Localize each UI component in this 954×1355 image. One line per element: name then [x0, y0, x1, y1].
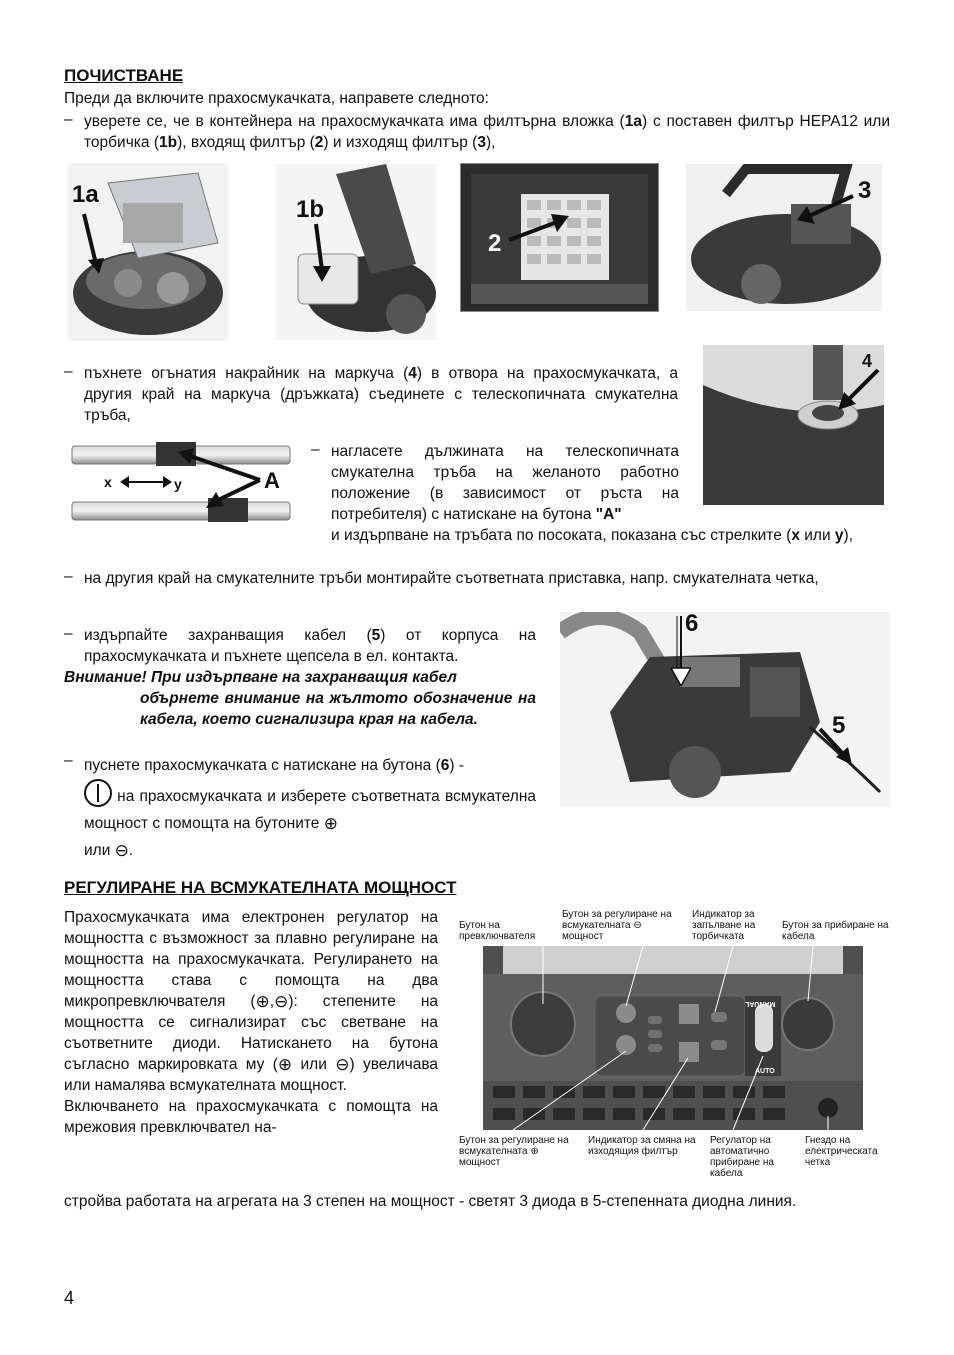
photo-label-5: 5 [832, 712, 846, 739]
plus-symbol-icon: ⊕ [277, 1055, 293, 1074]
minus-symbol-icon: ⊖ [335, 1055, 350, 1074]
arrow-4-icon [836, 366, 882, 412]
photo-label-2: 2 [488, 230, 502, 257]
minus-symbol-icon: ⊖ [274, 992, 289, 1011]
panel-label-manual: MANUAL [745, 1000, 776, 1007]
tube-label-x: x [104, 474, 112, 490]
bullet-telescopic: – нагласете дължината на телескопичната смукателна тръба на желаното работно положение (в зависимост от ръста на потребителя) с натискане на бутона "A" [311, 441, 679, 523]
panel-label-auto: AUTO [755, 1068, 775, 1075]
caption-bag-indicator: Индикатор за запълване на торбичката [692, 909, 756, 942]
photo-label-4: 4 [862, 351, 873, 371]
photo-label-1a: 1a [72, 181, 99, 208]
bullet-cable: – издърпайте захранващия кабел (5) от корпуса на прахосмукачката и пъхнете щепсела в ел. контакта. [64, 625, 536, 665]
arrow-1b-icon [308, 222, 338, 282]
caption-auto-cable-regulator: Регулатор на автоматично прибиране на кабела [710, 1135, 774, 1179]
tube-label-y: y [174, 476, 182, 492]
plus-symbol-icon: ⊕ [323, 814, 338, 833]
tube-label-a: A [264, 468, 280, 493]
bullet-attachment: – на другия край на смукателните тръби монтирайте съответната приставка, напр. смукателната четка, [64, 568, 819, 587]
caption-power-button: Бутон на превключвателя [459, 920, 536, 942]
arrow-5-icon [816, 725, 856, 767]
caption-plus-button: Бутон за регулиране на всмукателната ⊕ мощност [459, 1135, 569, 1168]
caption-cable-button: Бутон за прибиране на кабела [782, 920, 889, 942]
section-heading-suction: РЕГУЛИРАНЕ НА ВСМУКАТЕЛНАТА МОЩНОСТ [64, 878, 457, 897]
photo-outlet-filter [686, 164, 882, 311]
photo-vacuum-cable [560, 612, 890, 807]
suction-paragraph: Прахосмукачката има електронен регулатор на мощността с възможност за плавно регулиране на мощността на прахосмукачката. Регулирането на мощността става с помощта на два микропревключвателя (⊕,⊖): степените на мощността се сигнализират със светване на съответните диоди. Натискането на бутона съгласно маркировката му (⊕ или ⊖) увеличава или намалява всмукателната мощност. Включването на прахосмукачката с помощта на мрежовия превключвател на- [64, 909, 438, 1136]
arrow-2-icon [505, 212, 571, 246]
bullet-filters: – уверете се, че в контейнера на прахосмукачката има филтърна вложка (1a) с поставен филтър HEPA12 или торбичка (1b), входящ филтър (2) и изходящ филтър (3), [64, 111, 890, 151]
arrow-3-icon [795, 192, 857, 226]
warning-lead: Внимание! При издърпване на захранващия кабел [64, 669, 457, 686]
caption-filter-indicator: Индикатор за смяна на изходящия филтър [588, 1135, 696, 1157]
arrow-6-icon [671, 614, 691, 686]
bullet-telescopic-cont: и издърпване на тръбата по посоката, показана със стрелките (x или y), [331, 527, 854, 544]
bullet-power-on: – пуснете прахосмукачката с натискане на бутона (6) - на прахосмукачката и изберете съответната всмукателна мощност с помощта на бутоните ⊕ или ⊖. [64, 752, 536, 862]
photo-control-panel [483, 946, 863, 1130]
warning-rest: обърнете внимание на жълтото обозначение на кабела, което сигнализира края на кабела. [140, 690, 536, 728]
minus-symbol-icon: ⊖ [114, 841, 129, 860]
suction-paragraph-cont: стройва работата на агрегата на 3 степен на мощност - светят 3 диода в 5-степенната диодна линия. [64, 1193, 797, 1210]
arrows-button-a-icon [178, 448, 264, 510]
caption-minus-button: Бутон за регулиране на всмукателната ⊖ мощност [562, 909, 672, 942]
page-number: 4 [64, 1288, 75, 1308]
photo-label-3: 3 [858, 177, 872, 204]
intro-text: Преди да включите прахосмукачката, направете следното: [64, 90, 489, 107]
power-symbol-icon [84, 779, 112, 807]
section-heading-cleaning: ПОЧИСТВАНЕ [64, 66, 184, 85]
photo-label-6: 6 [685, 610, 699, 637]
arrow-1a-icon [78, 212, 108, 274]
photo-label-1b: 1b [296, 196, 325, 223]
photo-dust-bag [276, 164, 436, 340]
bullet-hose: – пъхнете огънатия накрайник на маркуча (4) в отвора на прахосмукачката, а другия край на маркуча (дръжката) съединете с телескопичната смукателна тръба, [64, 363, 679, 424]
caption-brush-socket: Гнездо на електрическата четка [805, 1135, 878, 1168]
double-arrow-icon [120, 474, 172, 490]
plus-symbol-icon: ⊕ [255, 992, 270, 1011]
